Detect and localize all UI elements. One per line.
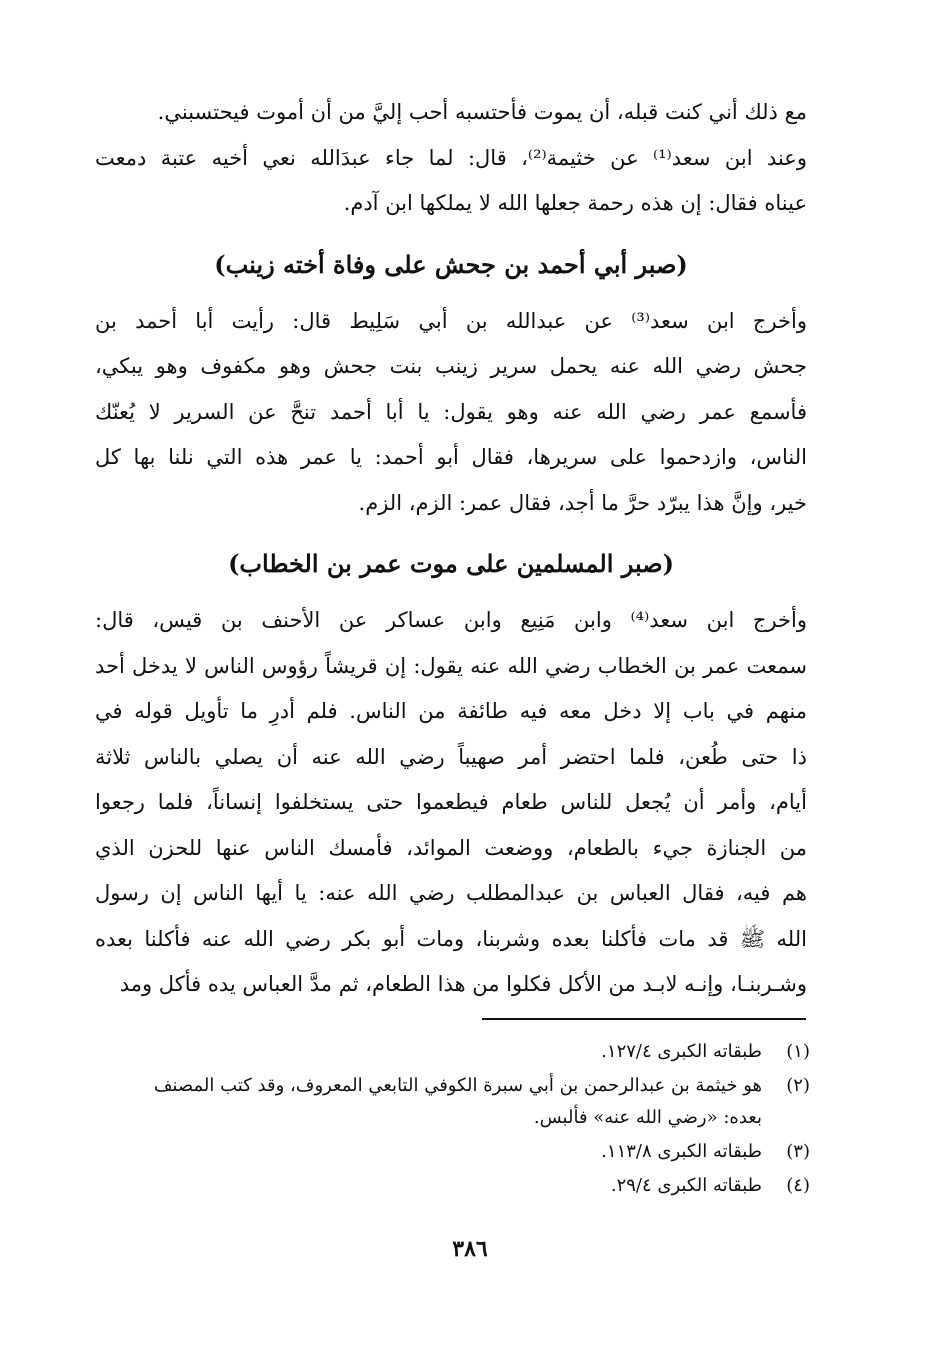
text-line: ذا حتى طُعن، فلما احتضر أمر صهيباً رضي الله عنه أن يصلي بالناس ثلاثة [95, 744, 807, 769]
footnote-item [110, 1070, 810, 1134]
footnote-text: هو خيثمة بن عبدالرحمن بن أبي سبرة الكوفي التابعي المعروف، وقد كتب المصنف بعده: «رضي الله عنه» فألبس. [153, 1075, 762, 1128]
text-line: من الجنازة جيء بالطعام، ووضعت الموائد، فأمسك الناس عنها للحزن الذي [95, 835, 807, 860]
footnote-item [110, 1036, 810, 1068]
footnote-divider [482, 1018, 806, 1020]
paragraph-3 [95, 299, 807, 527]
paragraph-1 [95, 90, 807, 136]
footnote-item [110, 1170, 810, 1202]
page-number: ٣٨٦ [452, 1236, 488, 1262]
text-line: وشـربنـا، وإنـه لابـد من الأكل فكلوا من هذا الطعام، ثم مدَّ العباس يده فأكل ومد [119, 972, 807, 996]
footnote-text: طبقاته الكبرى ١١٣/٨. [601, 1141, 762, 1162]
paragraph-2 [95, 136, 807, 227]
text-line: هم فيه، فقال العباس بن عبدالمطلب رضي الله عنه: يا أيها الناس إن رسول [95, 881, 807, 905]
text-line: الناس، وازدحموا على سريرها، فقال أبو أحمد: يا عمر هذه التي نلنا بها كل [95, 445, 807, 469]
text-line: الله ﷺ قد مات فأكلنا بعده وشربنا، ومات أبو بكر رضي الله عنه فأكلنا بعده [95, 926, 807, 951]
paragraph-4 [95, 598, 807, 1008]
text-line: فأسمع عمر رضي الله عنه وهو يقول: يا أبا أحمد تنحَّ عن السرير لا يُعنّك [95, 399, 807, 424]
page-body [95, 90, 807, 1008]
section-heading-1: (صبر أبي أحمد بن جحش على وفاة أخته زينب) [214, 249, 688, 279]
text-line: وأخرج ابن سعد⁽⁴⁾ وابن مَنِيع وابن عساكر عن الأحنف بن قيس، قال: [95, 608, 807, 632]
footnote-number: (٤) [786, 1175, 810, 1196]
text-line: وأخرج ابن سعد⁽³⁾ عن عبدالله بن أبي سَلِيط قال: رأيت أبا أحمد بن [95, 308, 807, 333]
footnote-text: طبقاته الكبرى ٢٩/٤. [610, 1175, 762, 1196]
text-line: خير، وإنَّ هذا يبرّد حرَّ ما أجد، فقال عمر: الزم، الزم. [358, 490, 807, 515]
text-line: وعند ابن سعد⁽¹⁾ عن خثيمة⁽²⁾، قال: لما جاء عبدَالله نعي أخيه عتبة دمعت [95, 145, 807, 170]
text-line: أيام، وأمر أن يُجعل للناس طعام فيطعموا حتى يستخلفوا إنساناً، فلما رجعوا [95, 790, 807, 814]
text-line: مع ذلك أني كنت قبله، أن يموت فأحتسبه أحب إليَّ من أن أموت فيحتسبني. [157, 100, 807, 124]
text-line: سمعت عمر بن الخطاب رضي الله عنه يقول: إن قريشاً رؤوس الناس لا يدخل أحد [95, 653, 807, 678]
footnote-number: (١) [786, 1041, 810, 1062]
footnote-text: طبقاته الكبرى ١٢٧/٤. [601, 1041, 762, 1062]
footnotes [110, 1036, 810, 1204]
text-line: عيناه فقال: إن هذه رحمة جعلها الله لا يملكها ابن آدم. [343, 191, 807, 215]
section-heading-2: (صبر المسلمين على موت عمر بن الخطاب) [228, 549, 674, 578]
footnote-item [110, 1136, 810, 1168]
text-line: جحش رضي الله عنه يحمل سرير زينب بنت جحش وهو مكفوف وهو يبكي، [95, 354, 807, 378]
footnote-number: (٣) [786, 1141, 810, 1162]
text-line: منهم في باب إلا دخل معه فيه طائفة من الناس. فلم أدرِ ما تأويل قوله في [95, 699, 807, 723]
footnote-number: (٢) [786, 1075, 810, 1096]
